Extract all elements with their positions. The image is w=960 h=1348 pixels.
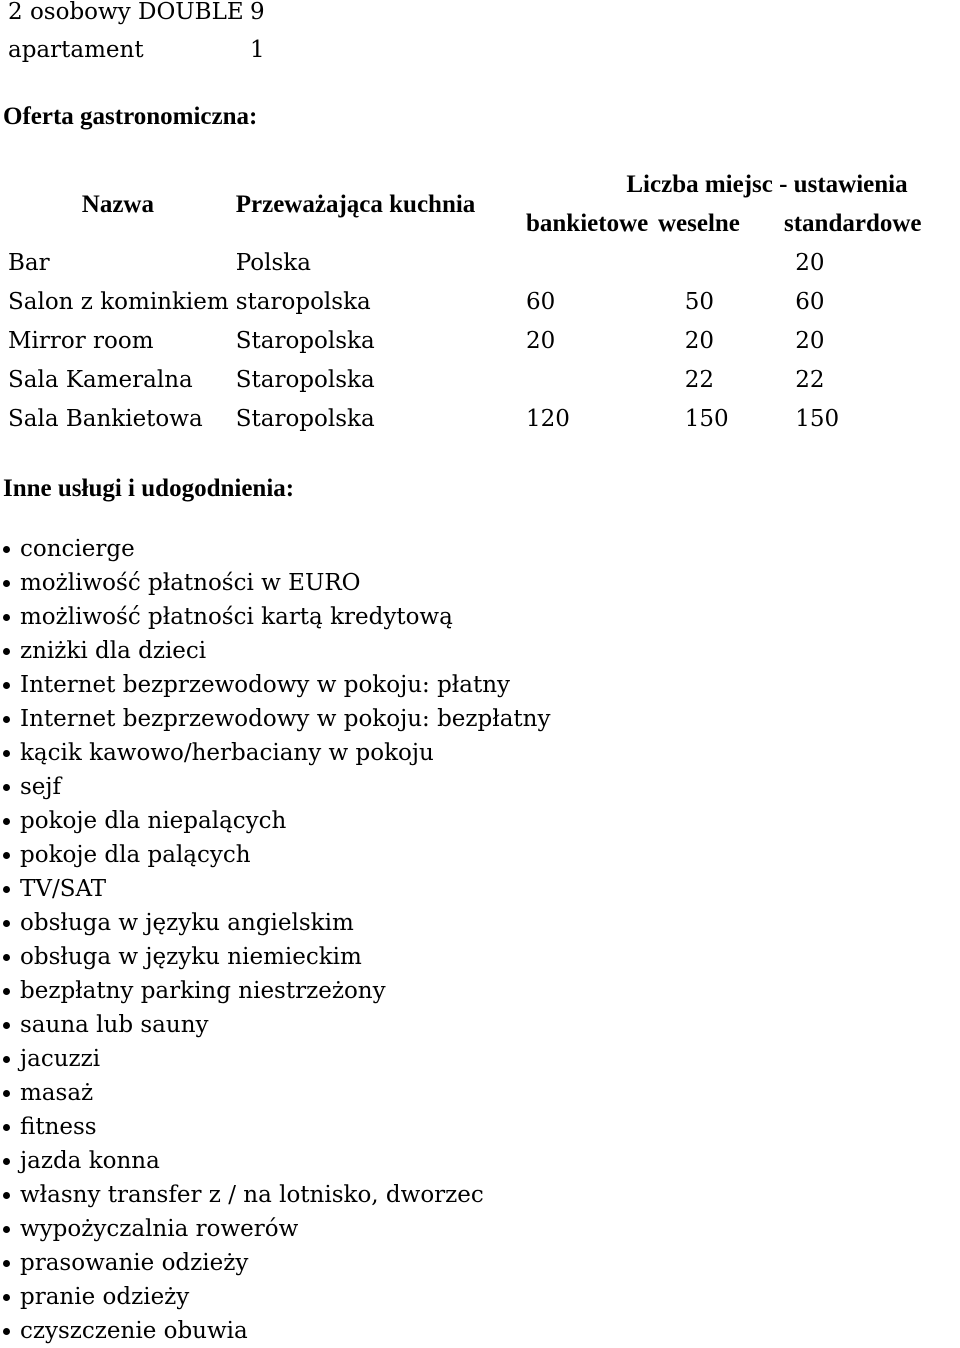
list-item: concierge (0, 532, 550, 566)
list-item: masaż (0, 1076, 550, 1110)
list-item: jacuzzi (0, 1042, 550, 1076)
table-row (0, 244, 960, 283)
list-item: obsługa w języku angielskim (0, 906, 550, 940)
list-item: sauna lub sauny (0, 1008, 550, 1042)
cell-standard: 60 (795, 289, 825, 315)
gastro-heading: Oferta gastronomiczna: (3, 103, 258, 130)
list-item: pranie odzieży (0, 1280, 550, 1314)
bullet-icon (3, 954, 10, 961)
cell-cuisine: Staropolska (235, 367, 375, 393)
table-row (0, 400, 960, 439)
room-count: 9 (250, 0, 265, 25)
list-item: kącik kawowo/herbaciany w pokoju (0, 736, 550, 770)
cell-banquet: 120 (525, 406, 570, 432)
bullet-icon (3, 886, 10, 893)
bullet-icon (3, 852, 10, 859)
cell-banquet (526, 244, 685, 283)
cell-banquet: 20 (525, 328, 556, 354)
cell-cuisine: Polska (235, 250, 311, 276)
list-item: możliwość płatności kartą kredytową (0, 600, 550, 634)
list-item: TV/SAT (0, 872, 550, 906)
list-item: wypożyczalnia rowerów (0, 1212, 550, 1246)
bullet-icon (3, 988, 10, 995)
cell-wedding: 50 (684, 289, 714, 315)
cell-name: Bar (8, 250, 50, 276)
bullet-icon (3, 1124, 10, 1131)
bullet-icon (3, 920, 10, 927)
bullet-icon (3, 546, 10, 553)
cell-cuisine: Staropolska (235, 328, 375, 354)
table-row (0, 322, 960, 361)
list-item: pokoje dla palących (0, 838, 550, 872)
cell-banquet (526, 361, 685, 400)
services-list (0, 532, 550, 1348)
bullet-icon (3, 1294, 10, 1301)
col-header-name: Nazwa (81, 191, 154, 218)
cell-name: Sala Bankietowa (8, 406, 203, 432)
list-item: bezpłatny parking niestrzeżony (0, 974, 550, 1008)
bullet-icon (3, 784, 10, 791)
bullet-icon (3, 1192, 10, 1199)
table-row (0, 283, 960, 322)
bullet-icon (3, 580, 10, 587)
room-row-double (8, 0, 265, 27)
bullet-icon (3, 1158, 10, 1165)
cell-wedding: 22 (684, 367, 714, 393)
room-count: 1 (250, 37, 265, 63)
cell-name: Sala Kameralna (8, 367, 193, 393)
table-row (0, 361, 960, 400)
bullet-icon (3, 716, 10, 723)
sub-header-standard: standardowe (783, 210, 922, 237)
list-item: zniżki dla dzieci (0, 634, 550, 668)
list-item: pokoje dla niepalących (0, 804, 550, 838)
list-item: Internet bezprzewodowy w pokoju: płatny (0, 668, 550, 702)
bullet-icon (3, 1090, 10, 1097)
room-label: 2 osobowy DOUBLE (8, 0, 244, 25)
cell-wedding (685, 244, 796, 283)
cell-standard: 20 (795, 250, 825, 276)
gastro-table (0, 166, 960, 439)
bullet-icon (3, 1328, 10, 1335)
cell-wedding: 20 (684, 328, 714, 354)
seats-title: Liczba miejsc - ustawienia (626, 171, 908, 198)
cell-standard: 20 (795, 328, 825, 354)
list-item: prasowanie odzieży (0, 1246, 550, 1280)
bullet-icon (3, 1056, 10, 1063)
sub-header-wedding: weselne (657, 210, 740, 237)
cell-cuisine: Staropolska (235, 406, 375, 432)
list-item: obsługa w języku niemieckim (0, 940, 550, 974)
cell-banquet: 60 (525, 289, 556, 315)
col-header-cuisine: Przeważająca kuchnia (235, 191, 476, 218)
cell-name: Salon z kominkiem (8, 289, 229, 315)
col-header-seats (526, 166, 960, 244)
bullet-icon (3, 614, 10, 621)
room-label: apartament (8, 37, 144, 63)
bullet-icon (3, 750, 10, 757)
seats-subheaders (526, 204, 960, 244)
room-row-apartment (8, 35, 265, 65)
cell-wedding: 150 (684, 406, 729, 432)
list-item: czyszczenie obuwia (0, 1314, 550, 1348)
list-item: możliwość płatności w EURO (0, 566, 550, 600)
bullet-icon (3, 1226, 10, 1233)
bullet-icon (3, 1022, 10, 1029)
list-item: fitness (0, 1110, 550, 1144)
cell-name: Mirror room (8, 328, 154, 354)
list-item: własny transfer z / na lotnisko, dworzec (0, 1178, 550, 1212)
list-item: sejf (0, 770, 550, 804)
list-item: jazda konna (0, 1144, 550, 1178)
bullet-icon (3, 682, 10, 689)
sub-header-banquet: bankietowe (525, 210, 649, 237)
bullet-icon (3, 1260, 10, 1267)
bullet-icon (3, 818, 10, 825)
bullet-icon (3, 648, 10, 655)
services-heading: Inne usługi i udogodnienia: (3, 475, 295, 502)
list-item: Internet bezprzewodowy w pokoju: bezpłatny (0, 702, 550, 736)
cell-standard: 22 (795, 367, 825, 393)
cell-cuisine: staropolska (235, 289, 371, 315)
cell-standard: 150 (795, 406, 840, 432)
